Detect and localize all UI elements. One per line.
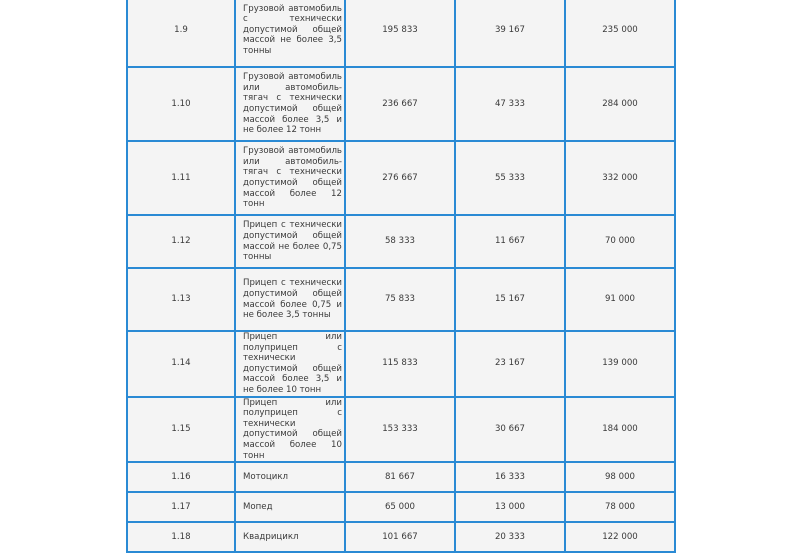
tax-amount: 11 667 <box>455 215 565 268</box>
table-row <box>127 492 675 522</box>
table-row <box>127 522 675 552</box>
tax-amount: 13 000 <box>455 492 565 522</box>
vehicle-description: Грузовой автомобиль с технически допустимой общей массой не более 3,5 тонны <box>235 0 345 67</box>
total-amount: 332 000 <box>565 141 675 215</box>
base-amount: 101 667 <box>345 522 455 552</box>
total-amount: 70 000 <box>565 215 675 268</box>
vehicle-description: Грузовой автомобиль или автомобиль-тягач с технически допустимой общей массой более 12 тонн <box>235 141 345 215</box>
base-amount: 153 333 <box>345 397 455 463</box>
table-row <box>127 462 675 492</box>
base-amount: 236 667 <box>345 67 455 141</box>
base-amount: 81 667 <box>345 462 455 492</box>
vehicle-description: Прицеп или полуприцеп с технически допустимой общей массой более 10 тонн <box>235 397 345 463</box>
row-number: 1.10 <box>127 67 235 141</box>
fee-table-container <box>126 0 674 553</box>
base-amount: 115 833 <box>345 331 455 397</box>
row-number: 1.18 <box>127 522 235 552</box>
row-number: 1.14 <box>127 331 235 397</box>
row-number: 1.12 <box>127 215 235 268</box>
total-amount: 184 000 <box>565 397 675 463</box>
base-amount: 65 000 <box>345 492 455 522</box>
vehicle-description: Мотоцикл <box>235 462 345 492</box>
table-row <box>127 268 675 331</box>
base-amount: 276 667 <box>345 141 455 215</box>
tax-amount: 55 333 <box>455 141 565 215</box>
row-number: 1.13 <box>127 268 235 331</box>
vehicle-description: Прицеп с технически допустимой общей массой более 0,75 и не более 3,5 тонны <box>235 268 345 331</box>
tax-amount: 39 167 <box>455 0 565 67</box>
total-amount: 91 000 <box>565 268 675 331</box>
tax-amount: 20 333 <box>455 522 565 552</box>
table-row <box>127 0 675 67</box>
tax-amount: 23 167 <box>455 331 565 397</box>
tax-amount: 30 667 <box>455 397 565 463</box>
base-amount: 195 833 <box>345 0 455 67</box>
table-row <box>127 141 675 215</box>
table-row <box>127 67 675 141</box>
row-number: 1.11 <box>127 141 235 215</box>
total-amount: 284 000 <box>565 67 675 141</box>
total-amount: 78 000 <box>565 492 675 522</box>
tax-amount: 47 333 <box>455 67 565 141</box>
vehicle-description: Прицеп с технически допустимой общей массой не более 0,75 тонны <box>235 215 345 268</box>
fee-table <box>126 0 676 553</box>
vehicle-description: Мопед <box>235 492 345 522</box>
base-amount: 75 833 <box>345 268 455 331</box>
table-row <box>127 331 675 397</box>
table-row <box>127 397 675 463</box>
row-number: 1.17 <box>127 492 235 522</box>
total-amount: 122 000 <box>565 522 675 552</box>
tax-amount: 15 167 <box>455 268 565 331</box>
vehicle-description: Квадрицикл <box>235 522 345 552</box>
total-amount: 139 000 <box>565 331 675 397</box>
vehicle-description: Грузовой автомобиль или автомобиль-тягач с технически допустимой общей массой более 3,5 и не более 12 тонн <box>235 67 345 141</box>
tax-amount: 16 333 <box>455 462 565 492</box>
base-amount: 58 333 <box>345 215 455 268</box>
total-amount: 98 000 <box>565 462 675 492</box>
row-number: 1.16 <box>127 462 235 492</box>
total-amount: 235 000 <box>565 0 675 67</box>
vehicle-description: Прицеп или полуприцеп с технически допустимой общей массой более 3,5 и не более 10 тонн <box>235 331 345 397</box>
row-number: 1.15 <box>127 397 235 463</box>
table-row <box>127 215 675 268</box>
row-number: 1.9 <box>127 0 235 67</box>
